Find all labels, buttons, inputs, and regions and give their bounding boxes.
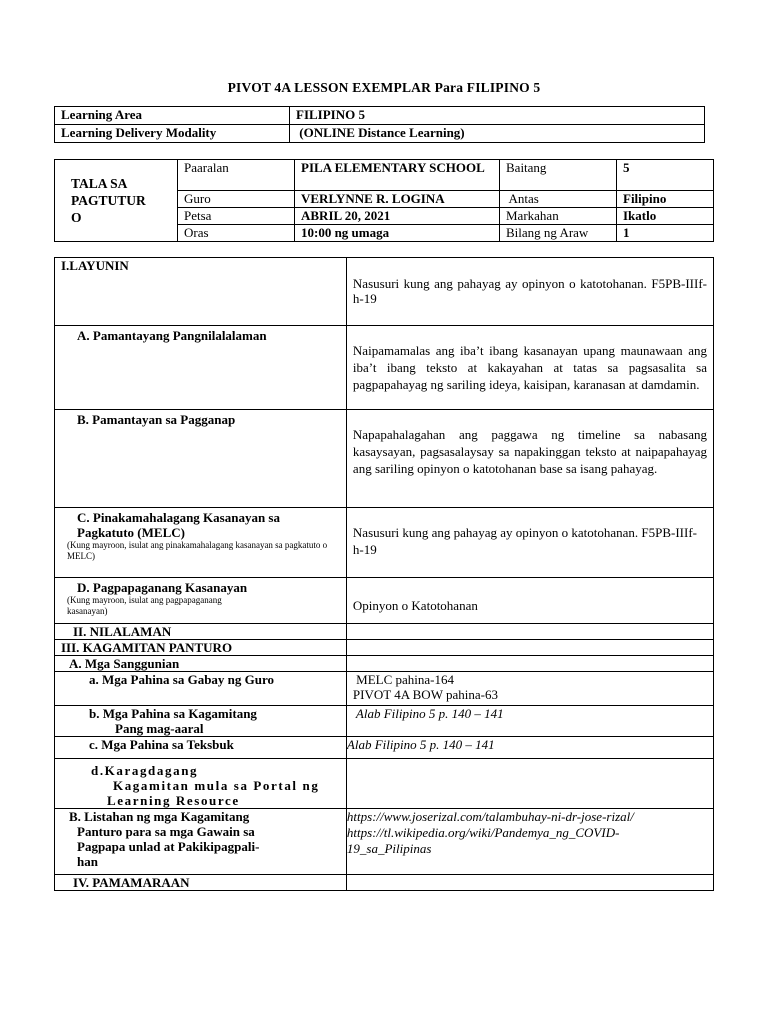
kagamitan-panturo-label: III. KAGAMITAN PANTURO [55,640,347,656]
pamantayan-sa-pagganap-value: Napapahalagahan ang paggawa ng timeline sa nabasang kasaysayan, pagsasalaysay sa napakinggan teksto at naipapahayag ang sariling opinyon o katotohanan base sa isang pahayag. [346,410,713,508]
melc-value: Nasusuri kung ang pahayag ay opinyon o katotohanan. F5PB-IIIf-h-19 [346,508,713,578]
layunin-value: Nasusuri kung ang pahayag ay opinyon o katotohanan. F5PB-IIIf-h-19 [346,258,713,326]
oras-label: Oras [178,225,295,242]
modality-value: (ONLINE Distance Learning) [290,125,705,143]
bilang-ng-araw-label: Bilang ng Araw [500,225,617,242]
modality-label: Learning Delivery Modality [55,125,290,143]
wikipedia-link[interactable]: https://tl.wikipedia.org/wiki/Pandemya_ng_COVID- [346,825,620,840]
pagpapaganang-label: D. Pagpapaganang Kasanayan [77,580,248,595]
paaralan-value: PILA ELEMENTARY SCHOOL [295,160,500,191]
kagamitang-label-line: Pang mag-aaral [115,721,204,736]
school-info-table [54,159,714,242]
markahan-value: Ikatlo [617,208,714,225]
karagdagang-label-line: Learning Resource [107,793,240,808]
guro-value: VERLYNNE R. LOGINA [295,191,500,208]
lesson-plan-table [54,257,714,891]
karagdagang-kagamitan-cell [55,759,347,809]
gabay-ng-guro-value [346,672,713,706]
tala-line: O [71,210,82,225]
kagamitan-panturo-value [346,640,713,656]
page-title: PIVOT 4A LESSON EXEMPLAR Para FILIPINO 5 [227,80,541,95]
tala-sa-pagtuturo [55,160,178,242]
nilalaman-value [346,624,713,640]
tala-line: PAGTUTUR [71,193,146,208]
listahan-label-line: Pagpapa unlad at Pakikipagpali- [77,839,260,854]
melc-label-line: Pagkatuto (MELC) [77,525,185,540]
baitang-label: Baitang [500,160,617,191]
petsa-label: Petsa [178,208,295,225]
wikipedia-link-continued[interactable]: 19_sa_Pilipinas [346,841,432,856]
pamantayang-pangnilalaman-label: A. Pamantayang Pangnilalalaman [55,326,347,410]
melc-cell [55,508,347,578]
kagamitang-value: Alab Filipino 5 p. 140 – 141 [346,706,713,737]
pagpapaganang-cell [55,578,347,624]
karagdagang-kagamitan-value [346,759,713,809]
nilalaman-label: II. NILALAMAN [55,624,347,640]
listahan-links [346,809,713,875]
karagdagang-label-line: d.Karagdagang [91,763,199,778]
kagamitang-pang-mag-aaral-cell [55,706,347,737]
paaralan-label: Paaralan [178,160,295,191]
learning-area-label: Learning Area [55,107,290,125]
karagdagang-label-line: Kagamitan mula sa Portal ng [113,778,320,793]
listahan-label-line: B. Listahan ng mga Kagamitang [69,809,250,824]
petsa-value: ABRIL 20, 2021 [295,208,500,225]
baitang-value: 5 [617,160,714,191]
listahan-label-line: Panturo para sa mga Gawain sa [77,824,255,839]
teksbuk-label: c. Mga Pahina sa Teksbuk [55,737,347,759]
pagpapaganang-value: Opinyon o Katotohanan [346,578,713,624]
learning-area-value: FILIPINO 5 [290,107,705,125]
gabay-line: PIVOT 4A BOW pahina-63 [352,687,498,702]
pagpapaganang-note: (Kung mayroon, isulat ang pagpapaganang kasanayan) [67,595,222,616]
tala-line: TALA SA [71,176,128,191]
learning-area-table [54,106,705,143]
sanggunian-label: A. Mga Sanggunian [55,656,347,672]
pamantayang-pangnilalaman-value: Naipamamalas ang iba’t ibang kasanayan upang maunawaan ang iba’t ibang teksto at kakayahan at tatas sa pagsasalita sa pagpapahayag ng sariling ideya, kaisipan, karanasan at damdamin. [346,326,713,410]
layunin-label: I.LAYUNIN [55,258,347,326]
listahan-cell [55,809,347,875]
antas-label: Antas [500,191,617,208]
guro-label: Guro [178,191,295,208]
melc-label-line: C. Pinakamahalagang Kasanayan sa [77,510,280,525]
markahan-label: Markahan [500,208,617,225]
oras-value: 10:00 ng umaga [295,225,500,242]
josrizal-link[interactable]: https://www.joserizal.com/talambuhay-ni-dr-jose-rizal/ [346,809,634,824]
listahan-label-line: han [77,854,98,869]
kagamitang-label-line: b. Mga Pahina sa Kagamitang [89,706,257,721]
pamamaraan-value [346,875,713,891]
gabay-ng-guro-label: a. Mga Pahina sa Gabay ng Guro [55,672,347,706]
teksbuk-value: Alab Filipino 5 p. 140 – 141 [346,737,713,759]
gabay-line: MELC pahina-164 [352,672,455,687]
melc-note: (Kung mayroon, isulat ang pinakamahalagang kasanayan sa pagkatuto o MELC) [67,540,328,561]
pamantayan-sa-pagganap-label: B. Pamantayan sa Pagganap [55,410,347,508]
bilang-ng-araw-value: 1 [617,225,714,242]
antas-value: Filipino [617,191,714,208]
pamamaraan-label: IV. PAMAMARAAN [55,875,347,891]
sanggunian-value [346,656,713,672]
